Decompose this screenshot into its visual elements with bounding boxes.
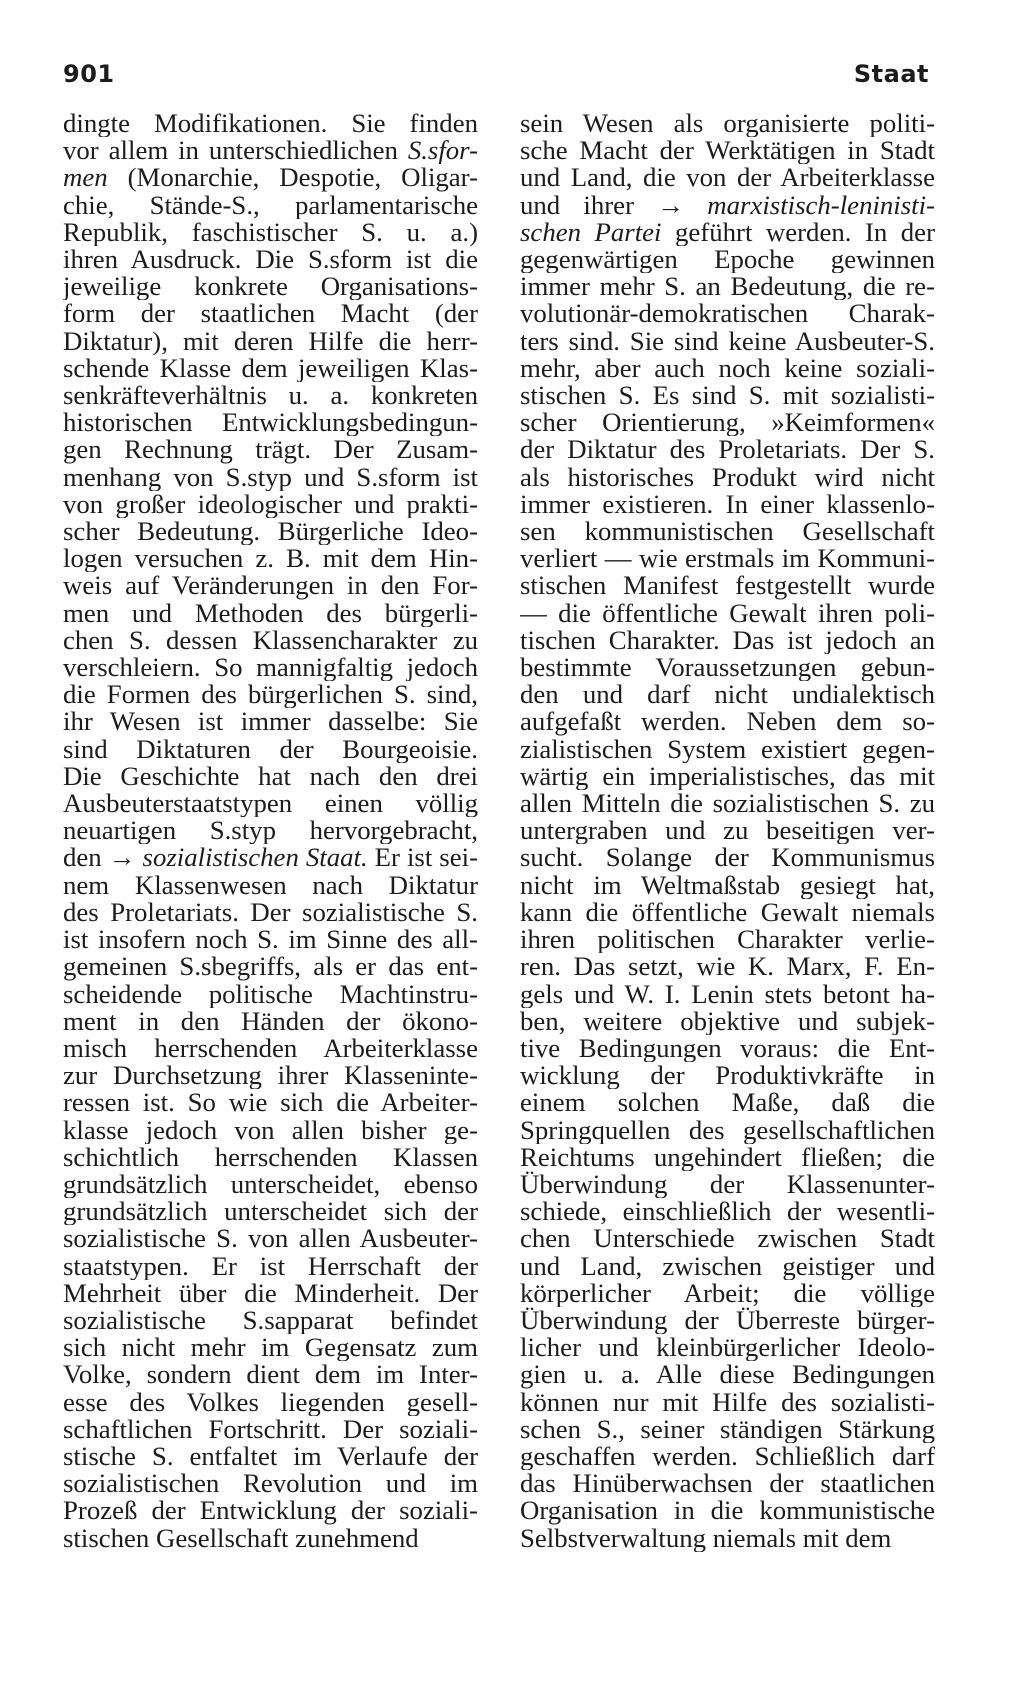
text-run: Er ist sei- [367,844,478,872]
text-run: gen Rechnung trägt. Der Zusam- [63,436,478,464]
text-run: einem solchen Maße, daß die [520,1089,935,1117]
text-run: ihren Ausdruck. Die S.sform ist die [63,246,478,274]
text-line [520,817,935,844]
text-line [63,1361,478,1388]
text-line [63,1144,478,1171]
text-run: wicklung der Produktivkräfte in [520,1062,935,1090]
text-run: tive Bedingungen voraus: die Ent- [520,1034,935,1063]
text-run: form der staatlichen Macht (der [63,300,478,328]
text-line [63,817,478,844]
text-line [63,1416,478,1443]
emphasis-text: schen Partei [520,218,662,247]
text-line [520,654,935,681]
text-run: sozialistische S.sapparat befindet [63,1306,478,1335]
text-run: sche Macht der Werktätigen in Stadt [520,137,935,165]
text-line [520,300,935,327]
text-line [63,300,478,327]
emphasis-text: men [63,164,108,192]
text-run: grundsätzlich unterscheidet, ebenso [63,1170,478,1199]
right-column-text [520,110,935,1552]
text-line [520,1253,935,1280]
text-line [520,545,935,572]
text-line [63,491,478,518]
text-run: die Formen des bürgerlichen S. sind, [63,681,478,709]
text-line [520,1497,935,1524]
text-run: ren. Das setzt, wie K. Marx, F. En- [520,953,935,981]
text-line [63,708,478,735]
text-line [63,872,478,899]
text-run: schende Klasse dem jeweiligen Klas- [63,354,478,383]
text-run: sozialistische S. von allen Ausbeuter- [63,1225,478,1253]
text-line [520,1280,935,1307]
text-run: gien u. a. Alle diese Bedingungen [520,1361,935,1389]
text-run: und ihrer → [520,191,708,219]
text-run: zialistischen System existiert gegen- [520,735,935,763]
text-run: Selbstverwaltung niemals mit dem [520,1524,892,1552]
text-run: senkräfteverhältnis u. a. konkreten [63,382,478,410]
text-line [520,1117,935,1144]
text-line [63,355,478,382]
text-line [63,790,478,817]
text-line [520,736,935,763]
text-line [63,1117,478,1144]
text-run: tischen Charakter. Das ist jedoch an [520,626,935,655]
text-line [63,382,478,409]
text-line [520,1062,935,1089]
text-line [520,844,935,871]
text-run: der Diktatur des Proletariats. Der S. [520,436,935,464]
text-run: gels und W. I. Lenin stets betont ha- [520,980,935,1008]
text-run: bestimmte Voraussetzungen gebun- [520,654,935,682]
text-run: geführt werden. In der [661,218,935,247]
text-line [63,1198,478,1225]
text-run: sucht. Solange der Kommunismus [520,844,935,872]
text-run: Republik, faschistischer S. u. a.) [63,218,478,247]
text-run: mehr, aber auch noch keine soziali- [520,354,935,383]
text-run: — die öffentliche Gewalt ihren poli- [520,599,935,627]
right-column [520,110,935,1552]
text-line [520,981,935,1008]
text-line [63,137,478,164]
text-line [520,708,935,735]
text-run: esse des Volkes liegenden gesell- [63,1388,478,1416]
text-line [63,953,478,980]
text-line [63,926,478,953]
text-run: scher Bedeutung. Bürgerliche Ideo- [63,518,478,546]
text-line [63,110,478,137]
text-run: allen Mitteln die sozialistischen S. zu [520,790,935,818]
text-line [520,681,935,708]
text-line [520,1198,935,1225]
text-run: nem Klassenwesen nach Diktatur [63,871,478,899]
text-run: Überwindung der Klassenunter- [520,1170,935,1199]
text-line [63,464,478,491]
text-line [520,627,935,654]
text-run: stische S. entfaltet im Verlaufe der [63,1442,478,1471]
text-line [63,518,478,545]
text-line [520,1470,935,1497]
text-run: Reichtums ungehindert fließen; die [520,1143,935,1171]
text-line [520,790,935,817]
text-run: (Monarchie, Despotie, Oligar- [107,164,478,192]
text-line [520,328,935,355]
text-run: den und darf nicht undialektisch [520,681,935,709]
text-run: Überwindung der Überreste bürger- [520,1306,935,1335]
text-run: neuartigen S.styp hervorgebracht, [63,817,478,845]
page-header [63,60,929,96]
text-line [520,1307,935,1334]
text-run: als historisches Produkt wird nicht [520,463,935,491]
text-run: Ausbeuterstaatstypen einen völlig [63,790,478,818]
text-line [520,464,935,491]
emphasis-text: S.sfor- [407,137,478,165]
text-run: schichtlich herrschenden Klassen [63,1143,478,1171]
text-line [63,1280,478,1307]
text-line [520,1525,935,1552]
text-line [520,518,935,545]
text-run: ist insofern noch S. im Sinne des all- [63,926,478,954]
text-line [63,1225,478,1252]
text-run: chen S. dessen Klassencharakter zu [63,626,478,655]
text-run: schen S., seiner ständigen Stärkung [520,1415,935,1443]
text-run: vor allem in unterschiedlichen [63,137,408,165]
text-line [520,192,935,219]
text-run: zur Durchsetzung ihrer Klasseninte- [63,1062,478,1090]
text-run: misch herrschenden Arbeiterklasse [63,1034,478,1063]
text-line [63,654,478,681]
text-run: logen versuchen z. B. mit dem Hin- [63,545,478,573]
text-run: Prozeß der Entwicklung der soziali- [63,1497,478,1525]
text-run: chen Unterschiede zwischen Stadt [520,1225,935,1253]
text-run: sein Wesen als organisierte politi- [520,110,935,138]
text-run: sich nicht mehr im Gegensatz zum [63,1334,478,1362]
left-column-text [63,110,478,1552]
text-line [63,1497,478,1524]
text-run: ters sind. Sie sind keine Ausbeuter-S. [520,327,935,355]
text-line [520,872,935,899]
text-run: licher und kleinbürgerlicher Ideolo- [520,1334,935,1362]
text-line [520,1225,935,1252]
text-run: ben, weitere objektive und subjek- [520,1007,935,1035]
text-run: sind Diktaturen der Bourgeoisie. [63,735,478,763]
text-line [520,1144,935,1171]
text-line [520,491,935,518]
text-line [63,1525,478,1552]
text-run: immer mehr S. an Bedeutung, die re- [520,273,935,301]
text-line [520,219,935,246]
text-run: verliert — wie erstmals im Kommuni- [520,545,935,573]
text-run: untergraben und zu beseitigen ver- [520,817,935,845]
text-line [520,164,935,191]
text-run: gegenwärtigen Epoche gewinnen [520,246,935,274]
page-number: 901 [63,60,115,88]
text-run: stischen Gesellschaft zunehmend [63,1524,419,1552]
text-run: historischen Entwicklungsbedingun- [63,409,478,437]
text-line [520,926,935,953]
text-line [63,572,478,599]
text-line [63,1035,478,1062]
text-run: jeweilige konkrete Organisations- [63,273,478,301]
text-line [520,1334,935,1361]
text-run: volutionär-demokratischen Charak- [520,300,935,328]
emphasis-text: sozialistischen Staat. [142,844,368,872]
text-line [63,436,478,463]
text-run: chie, Stände-S., parlamentarische [63,191,478,219]
text-line [520,1361,935,1388]
text-line [63,844,478,871]
text-line [63,627,478,654]
text-line [520,1008,935,1035]
text-run: sen kommunistischen Gesellschaft [520,518,935,546]
text-run: scheidende politische Machtinstru- [63,980,478,1008]
text-run: immer existieren. In einer klassenlo- [520,490,935,519]
text-run: ment in den Händen der ökono- [63,1007,478,1035]
text-line [520,273,935,300]
text-line [520,436,935,463]
text-run: aufgefaßt werden. Neben dem so- [520,708,935,736]
text-line [520,355,935,382]
text-line [63,273,478,300]
text-run: dingte Modifikationen. Sie finden [63,110,478,138]
text-run: schiede, einschließlich der wesentli- [520,1198,935,1226]
text-run: grundsätzlich unterscheidet sich der [63,1198,478,1226]
text-line [63,246,478,273]
text-line [63,981,478,1008]
text-run: ihren politischen Charakter verlie- [520,926,935,954]
text-line [63,1307,478,1334]
text-line [63,1470,478,1497]
text-line [63,899,478,926]
text-line [520,1089,935,1116]
text-line [63,409,478,436]
text-run: scher Orientierung, »Keimformen« [520,409,935,437]
text-run: von großer ideologischer und prakti- [63,490,478,519]
text-run: ihr Wesen ist immer dasselbe: Sie [63,708,478,736]
text-run: stischen S. Es sind S. mit sozialisti- [520,382,935,410]
text-run: Die Geschichte hat nach den drei [63,762,478,791]
text-line [63,600,478,627]
text-line [520,1443,935,1470]
text-run: geschaffen werden. Schließlich darf [520,1442,935,1471]
text-run: den → [63,844,143,872]
text-run: das Hinüberwachsen der staatlichen [520,1470,935,1498]
left-column [63,110,478,1552]
text-line [520,246,935,273]
text-line [63,164,478,191]
text-line [63,1443,478,1470]
text-line [520,899,935,926]
text-run: weis auf Veränderungen in den For- [63,572,478,600]
text-line [63,1008,478,1035]
text-line [63,328,478,355]
text-line [520,600,935,627]
text-line [520,763,935,790]
text-run: können nur mit Hilfe des sozialisti- [520,1388,935,1416]
text-run: men und Methoden des bürgerli- [63,599,478,627]
text-run: Mehrheit über die Minderheit. Der [63,1279,478,1307]
text-line [63,1389,478,1416]
text-run: klasse jedoch von allen bisher ge- [63,1116,478,1144]
text-run: gemeinen S.sbegriffs, als er das ent- [63,953,478,981]
text-run: verschleiern. So mannigfaltig jedoch [63,654,478,682]
emphasis-text: marxistisch-leninisti- [707,191,935,219]
text-run: des Proletariats. Der sozialistische S. [63,898,478,927]
text-line [520,1416,935,1443]
text-run: und Land, die von der Arbeiterklasse [520,164,935,192]
text-run: und Land, zwischen geistiger und [520,1252,935,1280]
text-run: kann die öffentliche Gewalt niemals [520,898,935,927]
text-line [520,953,935,980]
text-run: nicht im Weltmaßstab gesiegt hat, [520,871,935,899]
text-run: Springquellen des gesellschaftlichen [520,1116,935,1144]
text-line [63,1089,478,1116]
text-run: menhang von S.styp und S.sform ist [63,463,478,491]
text-line [520,572,935,599]
text-line [63,681,478,708]
text-line [63,1334,478,1361]
text-line [520,382,935,409]
text-run: wärtig ein imperialistisches, das mit [520,762,935,791]
text-run: Diktatur), mit deren Hilfe die herr- [63,327,478,355]
text-line [63,1171,478,1198]
text-line [63,219,478,246]
text-line [520,1035,935,1062]
text-line [63,736,478,763]
text-run: sozialistischen Revolution und im [63,1470,478,1498]
text-line [63,545,478,572]
text-run: stischen Manifest festgestellt wurde [520,572,935,600]
text-line [63,1062,478,1089]
text-run: körperlicher Arbeit; die völlige [520,1279,935,1307]
text-line [63,1253,478,1280]
text-line [520,137,935,164]
text-line [520,1389,935,1416]
text-line [63,763,478,790]
text-line [63,192,478,219]
text-run: Volke, sondern dient dem im Inter- [63,1361,478,1389]
text-line [520,1171,935,1198]
text-run: Organisation in die kommunistische [520,1497,935,1525]
text-run: schaftlichen Fortschritt. Der soziali- [63,1415,478,1443]
text-line [520,409,935,436]
text-line [520,110,935,137]
text-run: staatstypen. Er ist Herrschaft der [63,1252,478,1280]
text-run: ressen ist. So wie sich die Arbeiter- [63,1089,478,1117]
running-head: Staat [853,60,929,88]
